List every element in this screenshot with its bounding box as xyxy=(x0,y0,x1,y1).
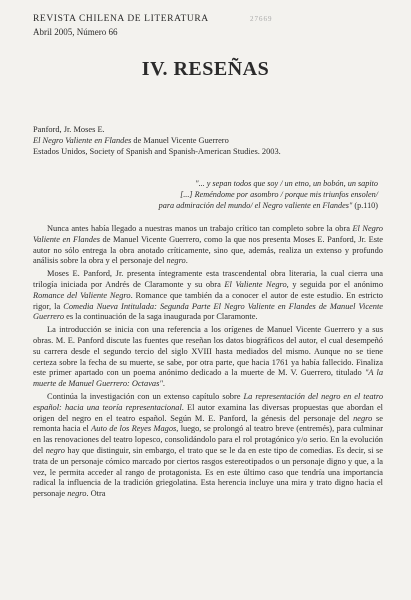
epigraph-line-3-text: para admiración del mundo/ el Negro valiente en Flandes" xyxy=(158,201,353,211)
reference-work xyxy=(33,135,383,146)
text-run: Continúa la investigación con un extenso capítulo sobre xyxy=(47,391,244,401)
paragraph-1 xyxy=(33,224,383,267)
epigraph-line-2: [...] Reméndome por asombro / porque mis triunfos ensolen/ xyxy=(180,190,378,200)
italic-run: Auto de los Reyes Magos xyxy=(91,424,177,434)
text-run: , luego, se prolongó al teatro breve (entremés), para culminar en las renovaciones del teatro lopesco, consolidándolo para el rol protagónico y/o serio. En la evolución del xyxy=(33,424,384,455)
text-run: . Otra xyxy=(86,489,106,499)
text-run: . xyxy=(162,379,165,389)
text-run: se remonta hacia el xyxy=(33,413,384,434)
epigraph-line-3 xyxy=(48,200,378,211)
italic-run: El Valiente Negro xyxy=(224,279,287,289)
review-body xyxy=(33,224,383,502)
paragraph-4 xyxy=(33,392,383,500)
journal-name: REVISTA CHILENA DE LITERATURA xyxy=(33,14,209,24)
italic-run: negro xyxy=(166,256,186,266)
epigraph-page-ref: (p.110) xyxy=(352,201,378,211)
text-run: Moses E. Panford, Jr. presenta íntegramente esta trascendental obra literaria, la cual cierra una trilogía iniciada por Andrés de Claramonte y su obra xyxy=(33,269,383,289)
issue-line: Abril 2005, Número 66 xyxy=(33,27,118,37)
reference-work-line xyxy=(33,135,383,146)
text-run: , y seguida por el anónimo xyxy=(286,279,384,289)
italic-run: Comedia Nueva Intitulada: Segunda Parte El Negro Valiente en Flandes de Manuel Vicente Guerrero xyxy=(33,301,383,322)
text-run: es la continuación de la saga inaugurada por Claramonte. xyxy=(64,312,258,322)
italic-run: La representación del negro en el teatro español: hacia una teoría representacional xyxy=(33,391,384,412)
paragraph-3 xyxy=(33,325,383,390)
text-run: . El autor examina las diversas propuestas que abordan el origen del negro en el teatro español. Según M. E. Panford, la génesis del personaje del xyxy=(33,402,383,423)
section-title: IV. RESEÑAS xyxy=(141,58,270,80)
italic-run: negro xyxy=(45,445,65,455)
text-run: . Romance que también da a conocer el autor de este estudio. En estricto rigor, la xyxy=(33,290,383,311)
italic-run: negro xyxy=(353,413,373,423)
italic-run: Romance del Valiente Negro xyxy=(33,290,131,300)
pencil-mark: 27669 xyxy=(250,15,273,23)
reference-author xyxy=(33,124,383,135)
text-run: Nunca antes había llegado a nuestras manos un trabajo crítico tan completo sobre la obra xyxy=(47,224,353,233)
text-run: hay que distinguir, sin embargo, el trato que se le da en este tipo de comedias. Es decir, si se trata de un personaje cómico marcado por ciertos rasgos estereotipados o un personaje digno y que, a la vez, le permita acceder al rango de protagonista. Es en este último caso que tendría una importancia radical la influencia de la tradición griegolatina. Esta herencia incluye una mira y trato digno hacia el personaje xyxy=(33,445,383,499)
paragraph-2 xyxy=(33,269,383,323)
italic-run: "A la muerte de Manuel Guerrero: Octavas" xyxy=(33,368,384,389)
epigraph-line-1: "... y sepan todos que soy / un etno, un bobón, un sapito xyxy=(195,179,378,188)
italic-run: El Negro Valiente en Flandes xyxy=(33,224,383,244)
reference-publisher-line: Estados Unidos, Society of Spanish and Spanish-American Studies. 2003. xyxy=(33,147,281,156)
reference-author-line: Panford, Jr. Moses E. xyxy=(33,125,105,134)
text-run: . xyxy=(185,256,188,266)
reference-work-title: El Negro Valiente en Flandes xyxy=(33,136,132,145)
text-run: de Manuel Vicente Guerrero, como la que nos presenta Moses E. Panford, Jr. Este autor no sólo entrega la obra anotado críticamente, sino que, además, realiza un extenso y profundo análisis sobre la obra y el personaje del xyxy=(33,234,383,266)
text-run: La introducción se inicia con una referencia a los orígenes de Manuel Vicente Guerrero y a sus obras. M. E. Panford discute las fuentes que reseñan los datos biográficos del autor, el cual desempeñó su carrera desde el segundo tercio del siglo XVIII hasta mediados del mismo. Aunque no se tiene certeza sobre la fecha de su muerte, se sabe, por otra parte, que hacia 1761 ya había fallecido. Finaliza este primer apartado con un poema anónimo dedicado a la muerte de M. V. Guerrero, titulado xyxy=(33,325,383,378)
italic-run: negro xyxy=(67,489,87,499)
reference-work-rest: de Manuel Vicente Guerrero xyxy=(131,136,229,145)
reference-publisher xyxy=(33,146,383,157)
epigraph xyxy=(48,178,378,212)
